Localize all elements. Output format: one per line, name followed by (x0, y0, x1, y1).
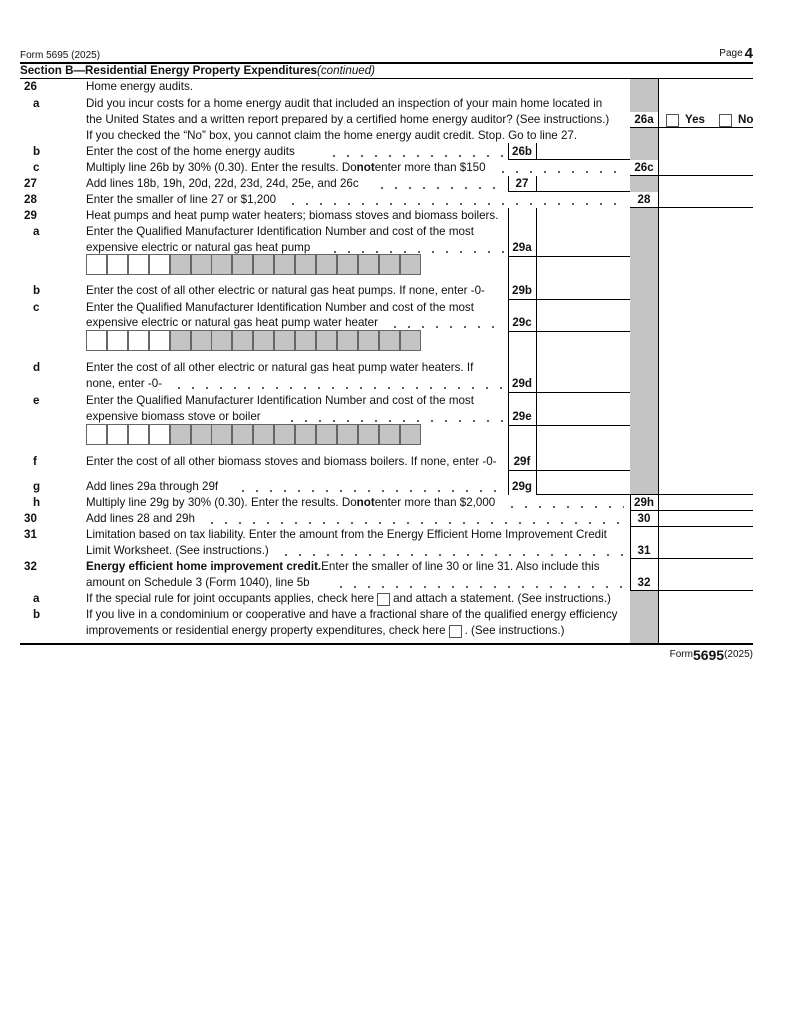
qmid-digit-box[interactable] (107, 330, 128, 351)
qmid-digit-box (379, 254, 400, 275)
qmid-digit-box (253, 254, 274, 275)
amount-field-29c[interactable] (537, 315, 630, 330)
line-26a-text-3: If you checked the “No” box, you cannot claim the home energy audit credit. Stop. Go to line 27. (86, 129, 578, 142)
form-header: Form 5695 (2025) (20, 50, 101, 61)
qmid-digit-box (295, 254, 316, 275)
qmid-digit-box[interactable] (107, 254, 128, 275)
line-num-26c: c (33, 161, 40, 174)
line-label-29a: 29a (512, 241, 532, 254)
line-29g (86, 479, 504, 495)
line-27 (86, 176, 504, 192)
line-num-29a: a (33, 225, 40, 238)
line-29g-text: Add lines 29a through 29f (86, 480, 219, 493)
form-footer (670, 647, 753, 663)
qmid-digit-box (253, 424, 274, 445)
line-num-29d: d (33, 361, 41, 374)
line-label-26b: 26b (512, 145, 532, 158)
line-32-text-1 (86, 559, 600, 575)
line-29d (86, 376, 504, 392)
line-32-bold: Energy efficient home improvement credit. (86, 560, 322, 573)
line-32a (86, 591, 611, 607)
line-32-text: Enter the smaller of line 30 or line 31. Also include this (321, 560, 600, 573)
line-num-26b: b (33, 145, 41, 158)
qmid-digit-box[interactable] (86, 424, 107, 445)
qmid-digit-box (337, 424, 358, 445)
condominium-checkbox[interactable] (449, 625, 462, 638)
line-label-29f: 29f (513, 455, 531, 468)
line-label-29g: 29g (512, 480, 532, 493)
qmid-digit-box (274, 254, 295, 275)
qmid-digit-box[interactable] (107, 424, 128, 445)
section-title (20, 63, 375, 79)
amount-field-29e[interactable] (537, 409, 630, 424)
line-label-31: 31 (637, 544, 651, 557)
amount-field-32[interactable] (659, 559, 753, 590)
qmid-digit-box (316, 254, 337, 275)
qmid-digit-box (379, 330, 400, 351)
amount-field-29f[interactable] (537, 454, 630, 469)
joint-occupants-checkbox[interactable] (377, 593, 390, 606)
qmid-digit-box (191, 254, 212, 275)
qmid-digit-box (337, 330, 358, 351)
qmid-digit-box (400, 254, 421, 275)
line-num-29c: c (33, 301, 40, 314)
qmid-digit-box (358, 424, 379, 445)
qmid-digit-box (316, 424, 337, 445)
amount-field-29h[interactable] (659, 495, 753, 510)
line-26a-text-2: the United States and a written report prepared by a certified home energy auditor? (See instructions.) (86, 113, 610, 126)
qmid-digit-box (232, 330, 253, 351)
line-32b-text-1: If you live in a condominium or cooperative and have a fractional share of the qualified energy efficiency (86, 608, 618, 621)
line-31-text-2: Limit Worksheet. (See instructions.) (86, 544, 269, 557)
line-26b-text: Enter the cost of the home energy audits (86, 145, 295, 158)
amount-field-29g[interactable] (537, 479, 630, 494)
page-num: 4 (744, 45, 753, 62)
line-29e-text-2: expensive biomass stove or boiler (86, 410, 261, 423)
amount-field-26c[interactable] (659, 160, 753, 175)
line-29h-text: Multiply line 29g by 30% (0.30). Enter the results. Do (86, 496, 357, 509)
qmid-digit-box (274, 330, 295, 351)
qmid-digit-box[interactable] (128, 424, 149, 445)
line-32a-text-end: and attach a statement. (See instructions.) (393, 592, 611, 605)
qmid-digit-box (400, 424, 421, 445)
line-label-29c: 29c (512, 316, 532, 329)
qmid-digit-box (191, 424, 212, 445)
qmid-digit-box[interactable] (149, 254, 170, 275)
amount-field-30[interactable] (659, 511, 753, 526)
line-30-text: Add lines 28 and 29h (86, 512, 195, 525)
line-29b-text: Enter the cost of all other electric or natural gas heat pumps. If none, enter -0- (86, 284, 485, 297)
line-26a-text-1: Did you incur costs for a home energy audit that included an inspection of your main home located in (86, 97, 603, 110)
yes-option[interactable] (666, 112, 705, 128)
line-num-29: 29 (24, 209, 37, 222)
qmid-digit-box (379, 424, 400, 445)
qmid-digit-box (400, 330, 421, 351)
line-32b-text: improvements or residential energy property expenditures, check here (86, 624, 446, 637)
line-num-29b: b (33, 284, 41, 297)
footer-year: (2025) (724, 649, 753, 660)
amount-field-28[interactable] (659, 192, 753, 207)
qmid-digit-box (232, 254, 253, 275)
qmid-digit-box[interactable] (86, 254, 107, 275)
line-29f-text: Enter the cost of all other biomass stoves and biomass boilers. If none, enter -0- (86, 455, 497, 468)
line-label-30: 30 (637, 512, 651, 525)
qmid-digit-box[interactable] (86, 330, 107, 351)
qmid-digit-box (253, 330, 274, 351)
amount-field-26b[interactable] (537, 144, 630, 159)
no-label: No (738, 113, 754, 126)
qmid-digit-box (337, 254, 358, 275)
qmid-digit-box (170, 330, 191, 351)
line-num-28: 28 (24, 193, 37, 206)
line-29a-text-2: expensive electric or natural gas heat pump (86, 241, 311, 254)
line-31-text-1: Limitation based on tax liability. Enter the amount from the Energy Efficient Home Improvement Credit (86, 528, 607, 541)
qmid-digit-box (170, 424, 191, 445)
no-checkbox[interactable] (719, 114, 732, 127)
line-32 (86, 575, 624, 591)
line-29h (86, 495, 624, 511)
line-27-text: Add lines 18b, 19h, 20d, 22d, 23d, 24d, 25e, and 26c (86, 177, 359, 190)
qmid-digit-box (316, 330, 337, 351)
no-option[interactable] (719, 112, 753, 128)
qmid-digit-box (211, 330, 232, 351)
line-num-32b: b (33, 608, 41, 621)
line-30 (86, 511, 624, 527)
line-num-27: 27 (24, 177, 37, 190)
footer-form-number: 5695 (692, 647, 725, 663)
page-prefix: Page (719, 48, 743, 59)
qmid-digit-box (274, 424, 295, 445)
amount-field-31[interactable] (659, 527, 753, 558)
line-31 (86, 543, 624, 559)
qmid-digit-box (295, 424, 316, 445)
yes-label: Yes (685, 113, 705, 126)
line-num-31: 31 (24, 528, 37, 541)
qmid-digit-box (170, 254, 191, 275)
line-29h-bold: not (356, 496, 375, 509)
line-32b (86, 623, 564, 639)
line-num-29h: h (33, 496, 41, 509)
line-label-29e: 29e (512, 410, 532, 423)
amount-field-29a[interactable] (537, 240, 630, 255)
amount-field-29b[interactable] (537, 283, 630, 298)
qmid-digit-box (211, 254, 232, 275)
line-29e (86, 409, 504, 425)
line-label-27: 27 (515, 177, 529, 190)
line-26c-bold: not (356, 161, 375, 174)
line-26b (86, 144, 504, 160)
amount-field-29d[interactable] (537, 376, 630, 391)
line-label-26a: 26a (634, 113, 654, 126)
line-29c-text-2: expensive electric or natural gas heat pump water heater (86, 316, 378, 329)
line-29d-text-2: none, enter -0- (86, 377, 163, 390)
line-num-26a: a (33, 97, 40, 110)
line-32b-text-end: . (See instructions.) (464, 624, 565, 637)
qmid-digit-box (295, 330, 316, 351)
line-label-32: 32 (637, 576, 651, 589)
yes-checkbox[interactable] (666, 114, 679, 127)
qmid-digit-box (232, 424, 253, 445)
qmid-digit-box[interactable] (149, 424, 170, 445)
line-num-29e: e (33, 394, 40, 407)
amount-field-27[interactable] (537, 176, 630, 191)
line-label-29b: 29b (512, 284, 532, 297)
line-label-29d: 29d (512, 377, 532, 390)
line-29c (86, 315, 504, 331)
line-28-text: Enter the smaller of line 27 or $1,200 (86, 193, 277, 206)
line-26c-text-end: enter more than $150 (374, 161, 486, 174)
line-29d-text-1: Enter the cost of all other electric or natural gas heat pump water heaters. If (86, 361, 474, 374)
line-label-28: 28 (637, 193, 651, 206)
line-29c-text-1: Enter the Qualified Manufacturer Identification Number and cost of the most (86, 301, 474, 314)
qmid-digit-box (358, 254, 379, 275)
line-32a-text: If the special rule for joint occupants applies, check here (86, 592, 375, 605)
line-29e-text-1: Enter the Qualified Manufacturer Identification Number and cost of the most (86, 394, 474, 407)
section-continued: (continued) (317, 64, 376, 77)
line-26c (86, 160, 624, 176)
line-num-32a: a (33, 592, 40, 605)
line-num-30: 30 (24, 512, 37, 525)
qmid-digit-box (191, 330, 212, 351)
line-label-26c: 26c (634, 161, 654, 174)
qmid-digit-box (211, 424, 232, 445)
line-num-26: 26 (24, 80, 37, 93)
line-29h-text-end: enter more than $2,000 (374, 496, 496, 509)
footer-prefix: Form (669, 649, 693, 660)
line-26c-text: Multiply line 26b by 30% (0.30). Enter the results. Do (86, 161, 357, 174)
line-29a-text-1: Enter the Qualified Manufacturer Identification Number and cost of the most (86, 225, 474, 238)
line-32-text-2: amount on Schedule 3 (Form 1040), line 5b (86, 576, 310, 589)
line-label-29h: 29h (634, 496, 654, 509)
line-num-29g: g (33, 480, 41, 493)
line-num-32: 32 (24, 560, 37, 573)
line-num-29f: f (33, 455, 37, 468)
qmid-digit-box[interactable] (128, 254, 149, 275)
page-number (719, 46, 753, 62)
section-title-text: Section B—Residential Energy Property Expenditures (20, 64, 318, 77)
line-28 (86, 192, 624, 208)
qmid-digit-box[interactable] (149, 330, 170, 351)
line-26-text: Home energy audits. (86, 80, 193, 93)
line-29-text: Heat pumps and heat pump water heaters; biomass stoves and biomass boilers. (86, 209, 499, 222)
qmid-digit-box[interactable] (128, 330, 149, 351)
qmid-digit-box (358, 330, 379, 351)
